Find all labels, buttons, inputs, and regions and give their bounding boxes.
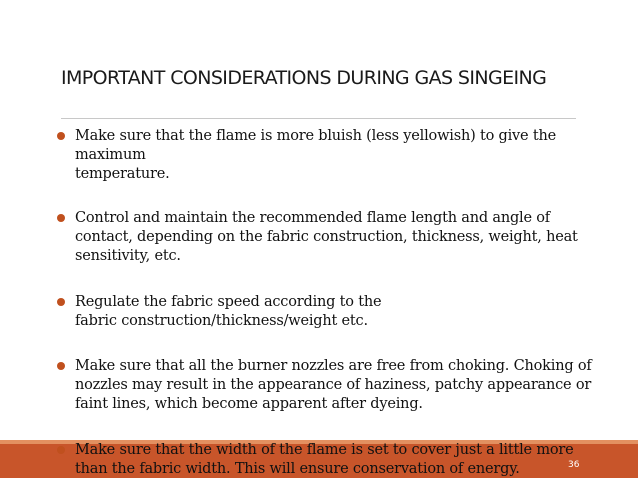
bullet-icon bbox=[57, 214, 65, 222]
title-divider bbox=[61, 118, 576, 119]
bullet-text: Make sure that all the burner nozzles are free from choking. Choking of nozzles may result in the appearance of haziness, patchy appearance or faint lines, which become apparent after dyeing. bbox=[75, 358, 592, 412]
bullet-icon bbox=[57, 298, 65, 306]
bullet-text: Regulate the fabric speed according to the fabric construction/thickness/weight etc. bbox=[75, 294, 382, 329]
bullet-icon bbox=[57, 362, 65, 370]
page-number: 36 bbox=[568, 460, 580, 470]
bullet-text: Make sure that the flame is more bluish (less yellowish) to give the maximum temperature. bbox=[75, 128, 556, 182]
bullet-text: Make sure that the width of the flame is set to cover just a little more than the fabric width. This will ensure conservation of energy. bbox=[75, 442, 574, 477]
bullet-text: Control and maintain the recommended flame length and angle of contact, depending on the fabric construction, thickness, weight, heat sensitivity, etc. bbox=[75, 210, 578, 264]
slide-title: IMPORTANT CONSIDERATIONS DURING GAS SINGEING bbox=[61, 67, 547, 89]
bullet-icon bbox=[57, 446, 65, 454]
bullet-icon bbox=[57, 132, 65, 140]
